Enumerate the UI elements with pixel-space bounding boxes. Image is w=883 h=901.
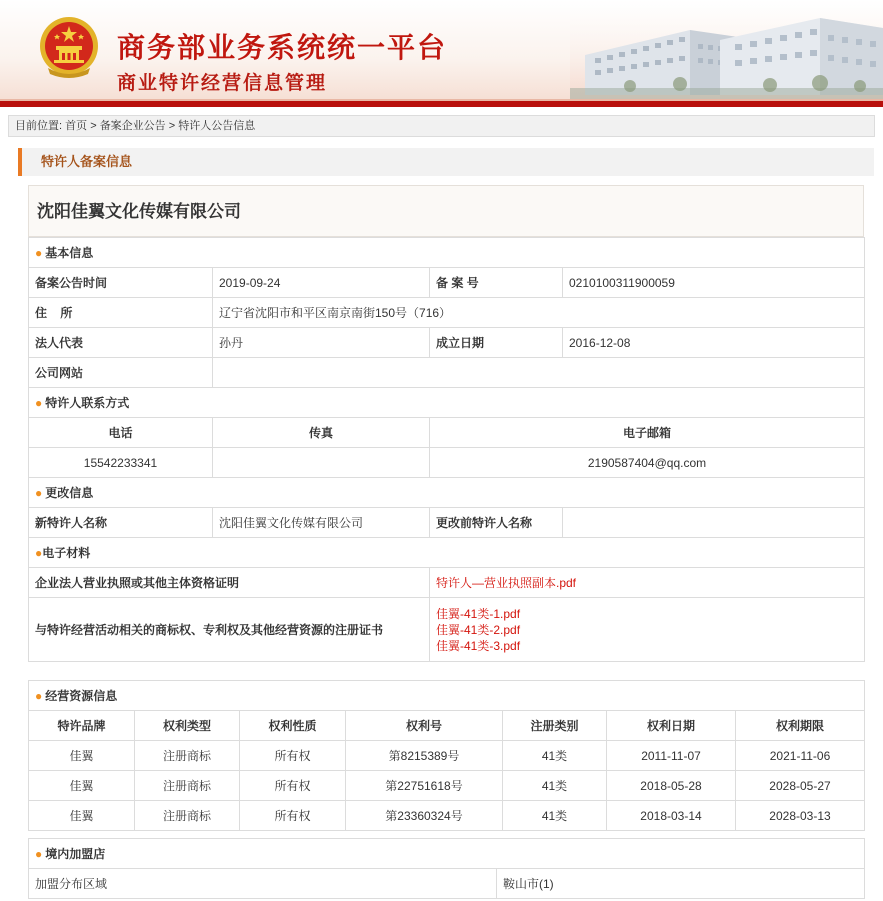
cell: 注册商标 (135, 771, 240, 801)
cell: 注册商标 (135, 741, 240, 771)
site-header (0, 0, 883, 107)
license-file-link[interactable]: 特许人—营业执照副本.pdf (436, 575, 577, 590)
filing-date-value: 2019-09-24 (213, 268, 430, 298)
section-title: 特许人备案信息 (18, 148, 874, 176)
ip-file-link[interactable]: 佳翼-41类-2.pdf (436, 622, 521, 637)
cell: 注册商标 (135, 801, 240, 831)
platform-subtitle: 商业特许经营信息管理 (117, 72, 328, 94)
national-emblem-icon (38, 16, 100, 82)
col-right-type: 权利类型 (135, 711, 240, 741)
ip-file-link[interactable]: 佳翼-41类-1.pdf (436, 606, 521, 621)
region-label: 加盟分布区域 (29, 869, 497, 899)
stores-table (28, 838, 865, 899)
cell: 佳翼 (29, 741, 135, 771)
email-value: 2190587404@qq.com (430, 448, 865, 478)
breadcrumb-prefix: 目前位置: (15, 120, 63, 132)
ip-cert-label: 与特许经营活动相关的商标权、专利权及其他经营资源的注册证书 (29, 598, 430, 662)
filing-no-value: 0210100311900059 (563, 268, 865, 298)
license-label: 企业法人营业执照或其他主体资格证明 (29, 568, 430, 598)
cell: 第8215389号 (346, 741, 503, 771)
new-name-value: 沈阳佳翼文化传媒有限公司 (213, 508, 430, 538)
filing-no-label: 备 案 号 (430, 268, 563, 298)
old-name-label: 更改前特许人名称 (430, 508, 563, 538)
fax-label: 传真 (213, 418, 430, 448)
col-reg-class: 注册类别 (503, 711, 607, 741)
website-label: 公司网站 (29, 358, 213, 388)
cell: 所有权 (240, 741, 346, 771)
table-row (29, 801, 865, 831)
cell: 2018-05-28 (607, 771, 736, 801)
cell: 2018-03-14 (607, 801, 736, 831)
col-right-nature: 权利性质 (240, 711, 346, 741)
cell: 41类 (503, 771, 607, 801)
address-value: 辽宁省沈阳市和平区南京南街150号（716） (213, 298, 865, 328)
building-illustration-icon (570, 0, 883, 101)
materials-header: ●电子材料 (29, 538, 865, 568)
col-brand: 特许品牌 (29, 711, 135, 741)
breadcrumb-current: 特许人公告信息 (178, 120, 256, 132)
email-label: 电子邮箱 (430, 418, 865, 448)
col-right-no: 权利号 (346, 711, 503, 741)
phone-value: 15542233341 (29, 448, 213, 478)
cell: 2028-05-27 (736, 771, 865, 801)
legal-rep-label: 法人代表 (29, 328, 213, 358)
platform-title: 商务部业务系统统一平台 (117, 31, 448, 64)
cell: 所有权 (240, 801, 346, 831)
cell: 所有权 (240, 771, 346, 801)
fax-value (213, 448, 430, 478)
ip-file-link[interactable]: 佳翼-41类-3.pdf (436, 638, 521, 653)
cell: 第22751618号 (346, 771, 503, 801)
cell: 2011-11-07 (607, 741, 736, 771)
cell: 2021-11-06 (736, 741, 865, 771)
license-file-cell (430, 568, 865, 598)
cell: 第23360324号 (346, 801, 503, 831)
breadcrumb-sep: > (90, 120, 97, 132)
filing-date-label: 备案公告时间 (29, 268, 213, 298)
breadcrumb (8, 115, 875, 137)
basic-info-header: ● 基本信息 (29, 238, 865, 268)
cell: 41类 (503, 801, 607, 831)
phone-label: 电话 (29, 418, 213, 448)
cell: 佳翼 (29, 801, 135, 831)
website-value (213, 358, 865, 388)
cell: 41类 (503, 741, 607, 771)
old-name-value (563, 508, 865, 538)
founded-label: 成立日期 (430, 328, 563, 358)
address-label: 住 所 (29, 298, 213, 328)
col-right-date: 权利日期 (607, 711, 736, 741)
table-row (29, 771, 865, 801)
change-header: ● 更改信息 (29, 478, 865, 508)
resources-table (28, 680, 865, 831)
table-row (29, 741, 865, 771)
legal-rep-value: 孙丹 (213, 328, 430, 358)
stores-header: ● 境内加盟店 (29, 839, 865, 869)
breadcrumb-home[interactable]: 首页 (65, 120, 88, 132)
info-table (28, 237, 865, 662)
breadcrumb-notices[interactable]: 备案企业公告 (99, 120, 166, 132)
cell: 2028-03-13 (736, 801, 865, 831)
region-value: 鞍山市(1) (497, 869, 865, 899)
founded-value: 2016-12-08 (563, 328, 865, 358)
contact-header: ● 特许人联系方式 (29, 388, 865, 418)
breadcrumb-sep: > (168, 120, 176, 132)
resources-header: ● 经营资源信息 (29, 681, 865, 711)
new-name-label: 新特许人名称 (29, 508, 213, 538)
company-name: 沈阳佳翼文化传媒有限公司 (28, 185, 864, 237)
cell: 佳翼 (29, 771, 135, 801)
ip-files-cell (430, 598, 865, 662)
col-right-term: 权利期限 (736, 711, 865, 741)
